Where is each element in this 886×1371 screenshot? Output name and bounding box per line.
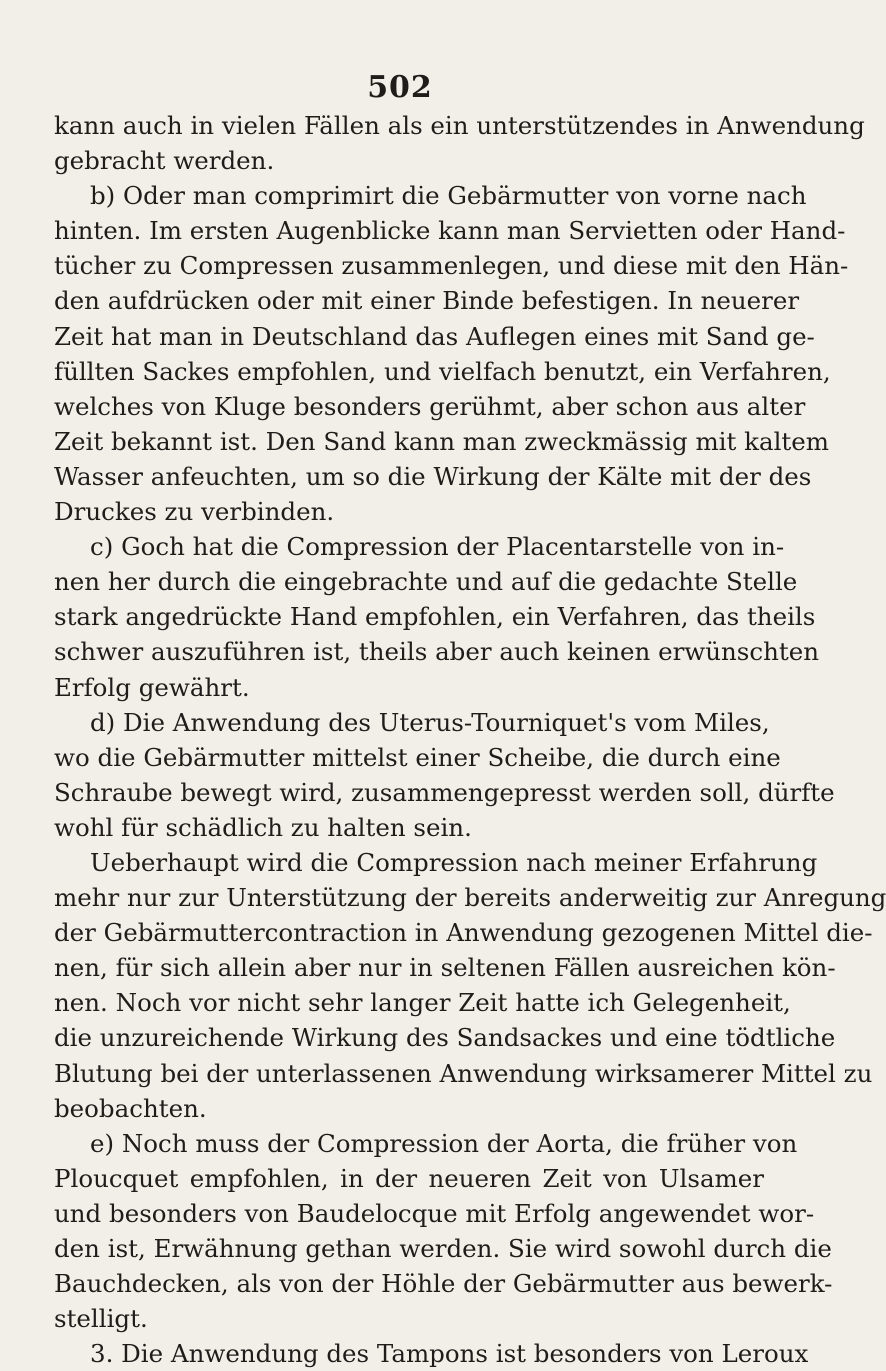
text-line: d) Die Anwendung des Uterus-Tourniquet's vom Miles, xyxy=(90,707,770,737)
text-line: wo die Gebärmutter mittelst einer Scheibe, die durch eine xyxy=(54,742,781,772)
text-line: nen, für sich allein aber nur in seltenen Fällen ausreichen kön- xyxy=(54,953,836,983)
text-line: e) Noch muss der Compression der Aorta, die früher von xyxy=(90,1128,798,1158)
text-line: Zeit hat man in Deutschland das Auflegen eines mit Sand ge- xyxy=(54,321,815,351)
text-line: welches von Kluge besonders gerühmt, aber schon aus alter xyxy=(54,391,806,421)
text-line: stelligt. xyxy=(54,1304,148,1334)
text-line: und besonders von Baudelocque mit Erfolg angewendet wor- xyxy=(54,1198,815,1228)
text-line: Schraube bewegt wird, zusammengepresst werden soll, dürfte xyxy=(54,777,835,807)
text-line: Druckes zu verbinden. xyxy=(54,497,335,527)
text-line: nen her durch die eingebrachte und auf die gedachte Stelle xyxy=(54,567,798,597)
page-number: 502 xyxy=(367,70,433,105)
text-line: wohl für schädlich zu halten sein. xyxy=(54,812,472,842)
text-line: c) Goch hat die Compression der Placentarstelle von in- xyxy=(90,532,785,562)
text-line: Ueberhaupt wird die Compression nach meiner Erfahrung xyxy=(90,847,818,877)
text-line: Bauchdecken, als von der Höhle der Gebärmutter aus bewerk- xyxy=(54,1269,833,1299)
text-line: die unzureichende Wirkung des Sandsackes und eine tödtliche xyxy=(54,1023,836,1053)
text-line: den ist, Erwähnung gethan werden. Sie wird sowohl durch die xyxy=(54,1234,832,1263)
text-line: Erfolg gewährt. xyxy=(54,672,250,702)
text-line: b) Oder man comprimirt die Gebärmutter von vorne nach xyxy=(90,181,807,211)
text-line: Ploucquet empfohlen, in der neueren Zeit von Ulsamer xyxy=(54,1163,764,1193)
text-line: tücher zu Compressen zusammenlegen, und diese mit den Hän- xyxy=(54,251,849,281)
text-line: hinten. Im ersten Augenblicke kann man Servietten oder Hand- xyxy=(54,216,846,246)
text-line: beobachten. xyxy=(54,1093,207,1123)
text-line: kann auch in vielen Fällen als ein unterstützendes in Anwendung xyxy=(54,111,865,140)
text-line: den aufdrücken oder mit einer Binde befestigen. In neuerer xyxy=(54,286,800,316)
text-line: der Gebärmuttercontraction in Anwendung gezogenen Mittel die- xyxy=(54,918,873,948)
text-line: 3. Die Anwendung des Tampons ist besonders von Leroux xyxy=(90,1339,809,1369)
text-line: füllten Sackes empfohlen, und vielfach benutzt, ein Verfahren, xyxy=(54,356,831,386)
text-line: schwer auszuführen ist, theils aber auch keinen erwünschten xyxy=(54,637,820,667)
text-line: mehr nur zur Unterstützung der bereits anderweitig zur Anregung xyxy=(54,883,886,913)
text-line: nen. Noch vor nicht sehr langer Zeit hatte ich Gelegenheit, xyxy=(54,988,791,1018)
text-line: gebracht werden. xyxy=(54,146,275,176)
text-line: Wasser anfeuchten, um so die Wirkung der Kälte mit der des xyxy=(54,461,812,491)
body-text xyxy=(54,108,886,1371)
text-line: Zeit bekannt ist. Den Sand kann man zweckmässig mit kaltem xyxy=(54,426,830,456)
text-line: Blutung bei der unterlassenen Anwendung wirksamerer Mittel zu xyxy=(54,1058,873,1088)
text-line: stark angedrückte Hand empfohlen, ein Verfahren, das theils xyxy=(54,602,816,632)
